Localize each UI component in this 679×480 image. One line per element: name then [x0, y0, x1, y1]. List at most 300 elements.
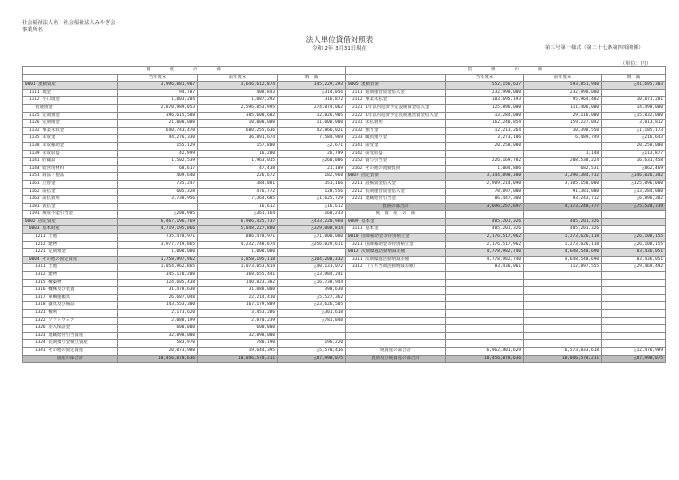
change-value: △1,185,173 — [602, 127, 666, 135]
prior-year-value: 16,612 — [198, 203, 278, 211]
change-value — [278, 249, 346, 257]
current-year-value: 20,250,000 — [446, 142, 524, 150]
change-value: 182,968 — [278, 173, 346, 181]
current-year-value — [118, 203, 198, 211]
prior-year-value: 806,478,971 — [198, 234, 278, 242]
change-value — [602, 211, 666, 219]
current-year-value: 409,640 — [118, 173, 198, 181]
table-row — [23, 127, 346, 135]
account-name: 2122 1年以内返済予定長期運営資金借入金 — [346, 112, 446, 120]
prior-year-value: 1,273,626,118 — [524, 241, 602, 249]
prior-year-value: 3,290,384,732 — [524, 173, 602, 181]
account-name — [346, 325, 446, 333]
prior-year-value: 1,087,292 — [198, 97, 278, 105]
current-year-value — [446, 325, 524, 333]
current-year-value: 13,284,000 — [446, 112, 524, 120]
column-header: 当年度末 — [118, 74, 198, 82]
prior-year-value: 1,073,053,814 — [198, 264, 278, 272]
prior-year-value: 405,201,326 — [524, 226, 602, 234]
account-name: 負債及び純資産の部合計 — [346, 355, 446, 363]
change-value — [602, 272, 666, 280]
prior-year-value — [524, 325, 602, 333]
account-name: 1111 現金 — [23, 89, 118, 97]
change-value — [602, 226, 666, 234]
current-year-value: 2,176,517,962 — [446, 234, 524, 242]
prior-year-value: 47,438 — [198, 165, 278, 173]
current-year-value: 552,156,637 — [446, 82, 524, 90]
form-number: 第三号第一様式（第二十七条第四項関係） — [545, 45, 644, 51]
account-name: 1181 仮払金 — [23, 203, 118, 211]
table-row — [346, 340, 666, 348]
section-row — [346, 218, 666, 226]
account-name: 0002 固定資産 — [23, 218, 118, 226]
current-year-value: 2,870,989,053 — [118, 104, 198, 112]
account-name: 0009 基本金 — [346, 218, 446, 226]
table-row — [346, 89, 666, 97]
change-value — [602, 317, 666, 325]
heading-char: 債 — [491, 67, 497, 72]
account-name: 普通預金 — [23, 104, 118, 112]
prior-year-value: 10,000,000 — [198, 120, 278, 128]
table-row — [23, 340, 346, 348]
table-row — [23, 112, 346, 120]
change-value — [602, 310, 666, 318]
account-name: 2162 その他の流動負債 — [346, 165, 446, 173]
section-row — [346, 82, 666, 90]
current-year-value: 583,970 — [118, 340, 198, 348]
prior-year-value: 232,990,000 — [524, 89, 602, 97]
current-year-value: 4,778,982,740 — [446, 249, 524, 257]
current-year-value: 12,213,264 — [446, 127, 524, 135]
table-row — [23, 325, 346, 333]
table-row — [346, 97, 666, 105]
account-name: 2212 長期運営資金借入金 — [346, 188, 446, 196]
table-row — [346, 112, 666, 120]
prior-year-value — [524, 279, 602, 287]
current-year-value: 1,003,204 — [118, 97, 198, 105]
change-value — [278, 332, 346, 340]
prior-year-value: 208,538,224 — [524, 158, 602, 166]
change-value: △87,998,075 — [602, 355, 666, 363]
current-year-value: 103,695,193 — [446, 97, 524, 105]
table-row — [23, 287, 346, 295]
account-name: 1144 給食用材料 — [23, 165, 118, 173]
current-year-value — [446, 279, 524, 287]
prior-year-value: △361,164 — [198, 211, 278, 219]
table-row — [23, 173, 346, 181]
prior-year-value — [524, 310, 602, 318]
change-value: △26,108,155 — [602, 234, 666, 242]
account-name: 1317 車輌運搬具 — [23, 294, 118, 302]
current-year-value: 226,169,782 — [446, 158, 524, 166]
prior-year-value: 3,105,150,000 — [524, 180, 602, 188]
table-row — [23, 347, 346, 355]
column-head-row — [23, 74, 346, 82]
current-year-value: 83,436,061 — [446, 264, 524, 272]
account-name: 1221 定期預金 — [23, 249, 118, 257]
change-value: △40,131,072 — [278, 264, 346, 272]
change-value: 3,013,812 — [602, 120, 666, 128]
account-name: 0010 国庫補助金等特別積立金 — [346, 234, 446, 242]
unit-label: （単位：円） — [620, 61, 652, 67]
prior-year-value: 5,048,227,880 — [198, 226, 278, 234]
total-row — [346, 203, 666, 211]
section-row — [23, 226, 346, 234]
current-year-value — [446, 150, 524, 158]
account-name — [346, 302, 446, 310]
account-name: 0003 基本財産 — [23, 226, 118, 234]
prior-year-value — [524, 332, 602, 340]
current-year-value: 162,240,854 — [446, 120, 524, 128]
prior-year-value: 384,081 — [198, 180, 278, 188]
section-row — [346, 249, 666, 257]
table-row — [346, 135, 666, 143]
account-name: 1322 ソフトウェア — [23, 317, 118, 325]
current-year-value: 3,977,719,065 — [118, 241, 198, 249]
current-year-value — [446, 317, 524, 325]
liabilities-equity-table — [345, 66, 666, 363]
current-year-value: 405,201,326 — [446, 226, 524, 234]
account-name: 1125 定期預金 — [23, 112, 118, 120]
table-row — [23, 317, 346, 325]
change-value: △781,040 — [278, 317, 346, 325]
prior-year-value: 1,963,015 — [198, 158, 278, 166]
change-value: △146,026,382 — [602, 173, 666, 181]
table-row — [346, 279, 666, 287]
document-date: 令和 2年 3月31日現在 — [312, 46, 367, 52]
current-year-value: 3,738,956 — [118, 196, 198, 204]
change-value: △16,738,944 — [278, 279, 346, 287]
total-row — [346, 355, 666, 363]
account-name: 2152 賞与引当金 — [346, 158, 446, 166]
account-name: 0007 固定負債 — [346, 173, 446, 181]
current-year-value: 1,004,806 — [446, 165, 524, 173]
table-row — [23, 279, 346, 287]
prior-year-value: 31,088,000 — [198, 287, 278, 295]
table-row — [346, 196, 666, 204]
table-row — [346, 294, 666, 302]
current-year-value — [446, 310, 524, 318]
change-value: 11,000,000 — [278, 120, 346, 128]
prior-year-value: 112,897,555 — [524, 264, 602, 272]
heading-char: 資 — [146, 67, 152, 72]
change-value: 316,872 — [278, 97, 346, 105]
prior-year-value: 6,573,833,618 — [524, 347, 602, 355]
section-row — [346, 234, 666, 242]
account-name: 1141 貯蔵品 — [23, 158, 118, 166]
current-year-value: 2,088,199 — [118, 317, 198, 325]
change-value — [602, 89, 666, 97]
current-year-value: 4,778,982,740 — [446, 256, 524, 264]
heading-char: の — [193, 67, 199, 72]
change-value: △12,476,989 — [602, 347, 666, 355]
prior-year-value: 593,851,940 — [524, 82, 602, 90]
account-name — [346, 272, 446, 280]
change-value: △125,896,000 — [602, 180, 666, 188]
change-value: △5,527,362 — [278, 294, 346, 302]
change-value: △6,896,382 — [602, 196, 666, 204]
change-value: 196,220 — [278, 340, 346, 348]
change-value: △314,056 — [278, 89, 346, 97]
change-value: △216,643 — [602, 135, 666, 143]
prior-year-value — [524, 142, 602, 150]
prior-year-value: 10,046,578,211 — [198, 355, 278, 363]
table-row — [23, 211, 346, 219]
current-year-value: 600,000 — [118, 325, 198, 333]
change-value: 14,490,000 — [602, 104, 666, 112]
prior-year-value: 91,381,000 — [524, 188, 602, 196]
current-year-value: 345,170,200 — [118, 272, 198, 280]
column-header: 当年度末 — [446, 74, 524, 82]
table-row — [23, 272, 346, 280]
change-value — [278, 325, 346, 333]
account-name: 2221 退職給付引当金 — [346, 196, 446, 204]
current-year-value: 405,201,326 — [446, 218, 524, 226]
change-value: 390,630 — [278, 287, 346, 295]
heading-char: 産 — [169, 67, 175, 72]
account-name: 2132 預り金 — [346, 127, 446, 135]
account-name: 0004 その他の固定資産 — [23, 256, 118, 264]
change-value: △16,612 — [278, 203, 346, 211]
current-year-value: 735,247 — [118, 180, 198, 188]
prior-year-value: 10,398,550 — [524, 127, 602, 135]
section-heading — [346, 67, 666, 75]
heading-char: 部 — [216, 67, 222, 72]
table-row — [23, 89, 346, 97]
table-row — [346, 325, 666, 333]
account-name: 3312 （うち当期活動増減差額） — [346, 264, 446, 272]
prior-year-value: 226,672 — [198, 173, 278, 181]
prior-year-value: 600,255,636 — [198, 127, 278, 135]
change-value: △256,029,611 — [278, 241, 346, 249]
section-row — [23, 82, 346, 90]
prior-year-value: 3,646,612,874 — [198, 82, 278, 90]
corporation-name: 社会福祉法人名 社会福祉法人みやぎ会 — [22, 20, 116, 26]
table-row — [346, 264, 666, 272]
table-row — [346, 165, 666, 173]
change-value: 20,250,000 — [602, 142, 666, 150]
table-row — [23, 234, 346, 242]
column-header: 前年度末 — [524, 74, 602, 82]
table-row — [346, 287, 666, 295]
table-row — [23, 203, 346, 211]
change-value: 21,189 — [278, 165, 346, 173]
account-name: 0001 流動資産 — [23, 82, 118, 90]
current-year-value: 6,467,196,769 — [118, 218, 198, 226]
current-year-value: 232,990,000 — [446, 89, 524, 97]
change-value: △301,618 — [278, 310, 346, 318]
prior-year-value: 1,148 — [524, 150, 602, 158]
account-name: 1191 徴収不能引当金 — [23, 211, 118, 219]
table-row — [346, 310, 666, 318]
account-name: 1132 事業未収金 — [23, 127, 118, 135]
change-value: 7,584,969 — [278, 135, 346, 143]
change-value: △1,625,729 — [278, 196, 346, 204]
change-value — [602, 302, 666, 310]
heading-char: 負 — [467, 67, 474, 72]
change-value: △13,984,241 — [278, 272, 346, 280]
current-year-value — [446, 287, 524, 295]
prior-year-value: 1,273,626,118 — [524, 234, 602, 242]
table-row — [23, 188, 346, 196]
account-name — [346, 317, 446, 325]
table-row — [23, 165, 346, 173]
change-value — [602, 279, 666, 287]
current-year-value: 31,478,630 — [118, 287, 198, 295]
table-row — [23, 264, 346, 272]
account-name: 資産の部合計 — [23, 355, 118, 363]
change-value: 345,229,293 — [278, 82, 346, 90]
account-name: 0012 次期繰越活動増減差額 — [346, 249, 446, 257]
current-year-value: 32,898,000 — [118, 332, 198, 340]
table-row — [23, 104, 346, 112]
table-row — [346, 317, 666, 325]
table-row — [346, 256, 666, 264]
section-row — [23, 256, 346, 264]
prior-year-value: 1,858,195,118 — [198, 256, 278, 264]
section-row — [346, 173, 666, 181]
prior-year-value: 4,173,248,777 — [524, 203, 602, 211]
current-year-value: 44,276,330 — [118, 135, 198, 143]
current-year-value: 2,989,214,090 — [446, 180, 524, 188]
office-name: 事業所名 — [22, 27, 43, 33]
table-row — [346, 120, 666, 128]
account-name: 1315 構築物 — [23, 279, 118, 287]
table-row — [23, 158, 346, 166]
prior-year-value: 2,870,239 — [198, 317, 278, 325]
current-year-value — [446, 211, 524, 219]
current-year-value: 3,696,257,697 — [446, 203, 524, 211]
change-value: 26,799 — [278, 150, 346, 158]
account-name: 1312 建物 — [23, 272, 118, 280]
prior-year-value: 19,644,395 — [198, 347, 278, 355]
prior-year-value: 7,364,685 — [198, 196, 278, 204]
account-name: 1139 未収収益 — [23, 150, 118, 158]
change-value — [602, 287, 666, 295]
change-value: △26,108,155 — [602, 241, 666, 249]
current-year-value: 20,073,980 — [118, 347, 198, 355]
prior-year-value: 682,531 — [524, 165, 602, 173]
prior-year-value — [524, 211, 602, 219]
prior-year-value: 111,406,000 — [524, 104, 602, 112]
account-name: 1151 商品・製品 — [23, 173, 118, 181]
account-name: 1311 土地 — [23, 264, 118, 272]
prior-year-value: 32,898,000 — [198, 332, 278, 340]
table-row — [346, 104, 666, 112]
prior-year-value: 157,800 — [198, 142, 278, 150]
prior-year-value: 29,116,000 — [524, 112, 602, 120]
section-row — [23, 218, 346, 226]
account-name: 2121 1年以内返済予定設備資金借入金 — [346, 104, 446, 112]
prior-year-value — [524, 317, 602, 325]
change-value: 10,871,201 — [602, 97, 666, 105]
account-name: 純 資 産 の 部 — [346, 211, 446, 219]
account-name: 1316 機械及び装置 — [23, 287, 118, 295]
account-name: 1212 建物 — [23, 241, 118, 249]
current-year-value — [446, 302, 524, 310]
account-name: 1126 定期積金 — [23, 120, 118, 128]
table-row — [346, 188, 666, 196]
account-name: 2131 未払費用 — [346, 120, 446, 128]
prior-year-value: 159,227,042 — [524, 120, 602, 128]
change-value: 83,436,051 — [602, 256, 666, 264]
table-head-row — [346, 67, 666, 75]
current-year-value: 3,996,881,987 — [118, 82, 198, 90]
table-row — [23, 97, 346, 105]
column-header: 増 減 — [278, 74, 346, 82]
prior-year-value: 36,891,674 — [198, 135, 278, 143]
table-row — [346, 347, 666, 355]
prior-year-value: 368,655,441 — [198, 272, 278, 280]
prior-year-value: 93,243,712 — [524, 196, 602, 204]
change-value — [602, 340, 666, 348]
account-name: 1135 未収金 — [23, 135, 118, 143]
account-name: 1323 退職給付引当資産 — [23, 332, 118, 340]
table-row — [23, 294, 346, 302]
table-row — [346, 211, 666, 219]
account-name: 2112 事業未払金 — [346, 97, 446, 105]
account-name: 1341 その他の固定資産 — [23, 347, 118, 355]
change-value: △329,008,814 — [278, 226, 346, 234]
table-row — [23, 150, 346, 158]
prior-year-value: 4,648,548,690 — [524, 249, 602, 257]
account-name: 負債の部合計 — [346, 203, 446, 211]
change-value: 128,556 — [278, 188, 346, 196]
table-row — [23, 332, 346, 340]
prior-year-value: 385,608,682 — [198, 112, 278, 120]
current-year-value — [446, 340, 524, 348]
current-year-value: 3,144,098,380 — [446, 173, 524, 181]
prior-year-value: 4,232,748,674 — [198, 241, 278, 249]
current-year-value: 68,617 — [118, 165, 198, 173]
table-row — [346, 241, 666, 249]
current-year-value: 6,962,901,629 — [446, 347, 524, 355]
prior-year-value — [524, 302, 602, 310]
account-name: 純資産の部合計 — [346, 347, 446, 355]
account-name: 0005 流動負債 — [346, 82, 446, 90]
current-year-value: 1,502,539 — [118, 158, 198, 166]
prior-year-value: 140,823,382 — [198, 279, 278, 287]
change-value: △15,832,000 — [602, 112, 666, 120]
table-row — [346, 180, 666, 188]
column-head-row — [346, 74, 666, 82]
table-head-row — [23, 67, 346, 75]
current-year-value: 86,447,300 — [446, 196, 524, 204]
change-value: 42,866,021 — [278, 127, 346, 135]
prior-year-value: 2,596,853,995 — [198, 104, 278, 112]
table-row — [346, 226, 666, 234]
total-row — [23, 355, 346, 363]
change-value: △23,626,505 — [278, 302, 346, 310]
section-heading — [23, 67, 346, 75]
change-value: △41,695,303 — [602, 82, 666, 90]
account-name: 1211 土地 — [23, 234, 118, 242]
change-value: 83,436,051 — [602, 249, 666, 257]
table-row — [23, 241, 346, 249]
table-row — [23, 196, 346, 204]
blank-cell — [346, 74, 446, 82]
prior-year-value: 408,843 — [198, 89, 278, 97]
prior-year-value: 4,648,548,690 — [524, 256, 602, 264]
current-year-value: 1,758,997,962 — [118, 256, 198, 264]
prior-year-value — [524, 272, 602, 280]
current-year-value: 396,615,588 — [118, 112, 198, 120]
change-value — [602, 325, 666, 333]
account-name — [346, 332, 446, 340]
table-row — [346, 142, 666, 150]
current-year-value: 94,787 — [118, 89, 198, 97]
change-value: 274,074,062 — [278, 104, 346, 112]
